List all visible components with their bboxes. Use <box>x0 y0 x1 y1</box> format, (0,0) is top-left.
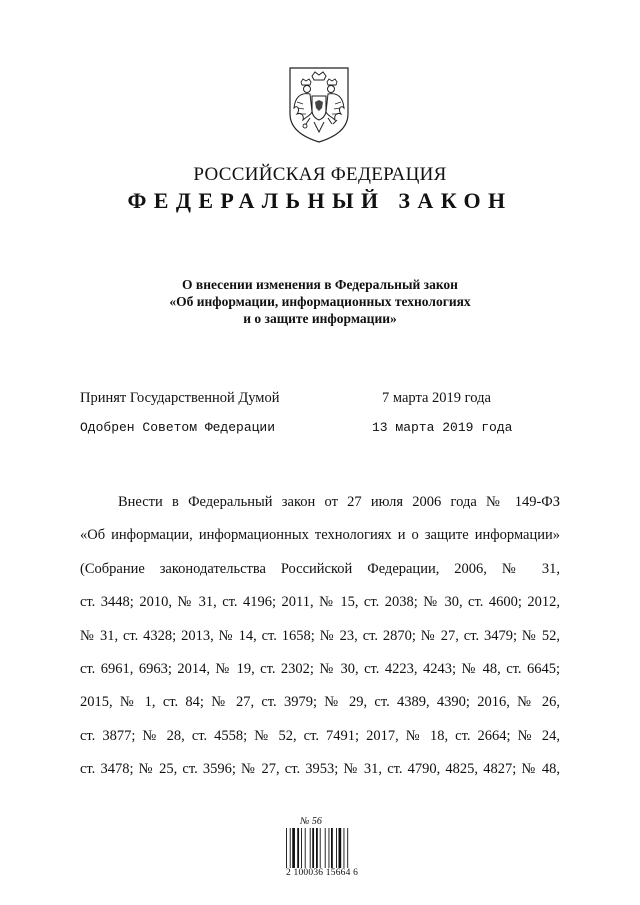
council-approval-label: Одобрен Советом Федерации <box>80 420 276 435</box>
body-line: «Об информации, информационных технологиях и о защите информации» <box>80 527 560 544</box>
barcode-bar <box>286 828 287 868</box>
body-line: ст. 6961, 6963; 2014, № 19, ст. 2302; № 30, ст. 4223, 4243; № 48, ст. 6645; <box>80 661 560 678</box>
document-barcode <box>286 816 366 886</box>
barcode-bar <box>344 828 345 868</box>
law-type-heading: ФЕДЕРАЛЬНЫЙ ЗАКОН <box>127 188 513 213</box>
law-body-paragraph <box>80 486 560 787</box>
barcode-bar <box>305 828 306 868</box>
barcode-bar <box>297 828 299 868</box>
body-line: Внести в Федеральный закон от 27 июля 2006 года № 149-ФЗ <box>118 494 560 510</box>
barcode-bar <box>312 828 314 868</box>
body-line: ст. 3877; № 28, ст. 4558; № 52, ст. 7491; 2017, № 18, ст. 2664; № 24, <box>80 727 560 744</box>
barcode-bar <box>301 828 302 868</box>
barcode-bar <box>336 828 337 868</box>
barcode-bar <box>347 828 348 868</box>
law-title <box>0 276 640 327</box>
law-title-line: О внесении изменения в Федеральный закон <box>182 277 458 292</box>
barcode-bar <box>310 828 311 868</box>
barcode-number: 2 100036 15664 6 <box>286 868 359 878</box>
body-line: № 31, ст. 4328; 2013, № 14, ст. 1658; № 23, ст. 2870; № 27, ст. 3479; № 52, <box>80 627 560 644</box>
duma-adoption-date: 7 марта 2019 года <box>382 390 491 406</box>
barcode-bar <box>329 828 330 868</box>
council-approval-date: 13 марта 2019 года <box>372 420 513 435</box>
barcode-bar <box>290 828 291 868</box>
body-line: ст. 3478; № 25, ст. 3596; № 27, ст. 3953; № 31, ст. 4790, 4825, 4827; № 48, <box>80 761 560 778</box>
law-title-line: «Об информации, информационных технологиях <box>169 294 471 309</box>
barcode-bars <box>286 828 366 868</box>
barcode-bar <box>339 828 342 868</box>
country-heading: РОССИЙСКАЯ ФЕДЕРАЦИЯ <box>193 164 447 185</box>
barcode-bar <box>331 828 333 868</box>
barcode-bar <box>320 828 321 868</box>
law-title-line: и о защите информации» <box>243 311 397 326</box>
barcode-mark: № 56 <box>300 816 322 827</box>
coat-of-arms-emblem <box>288 66 350 144</box>
body-line: ст. 3448; 2010, № 31, ст. 4196; 2011, № 15, ст. 2038; № 30, ст. 4600; 2012, <box>80 594 560 611</box>
body-line: (Собрание законодательства Российской Федерации, 2006, № 31, <box>80 560 560 577</box>
barcode-bar <box>292 828 295 868</box>
body-line: 2015, № 1, ст. 84; № 27, ст. 3979; № 29, ст. 4389, 4390; 2016, № 26, <box>80 694 560 711</box>
barcode-bar <box>325 828 326 868</box>
barcode-bar <box>316 828 318 868</box>
duma-adoption-label: Принят Государственной Думой <box>80 390 280 406</box>
